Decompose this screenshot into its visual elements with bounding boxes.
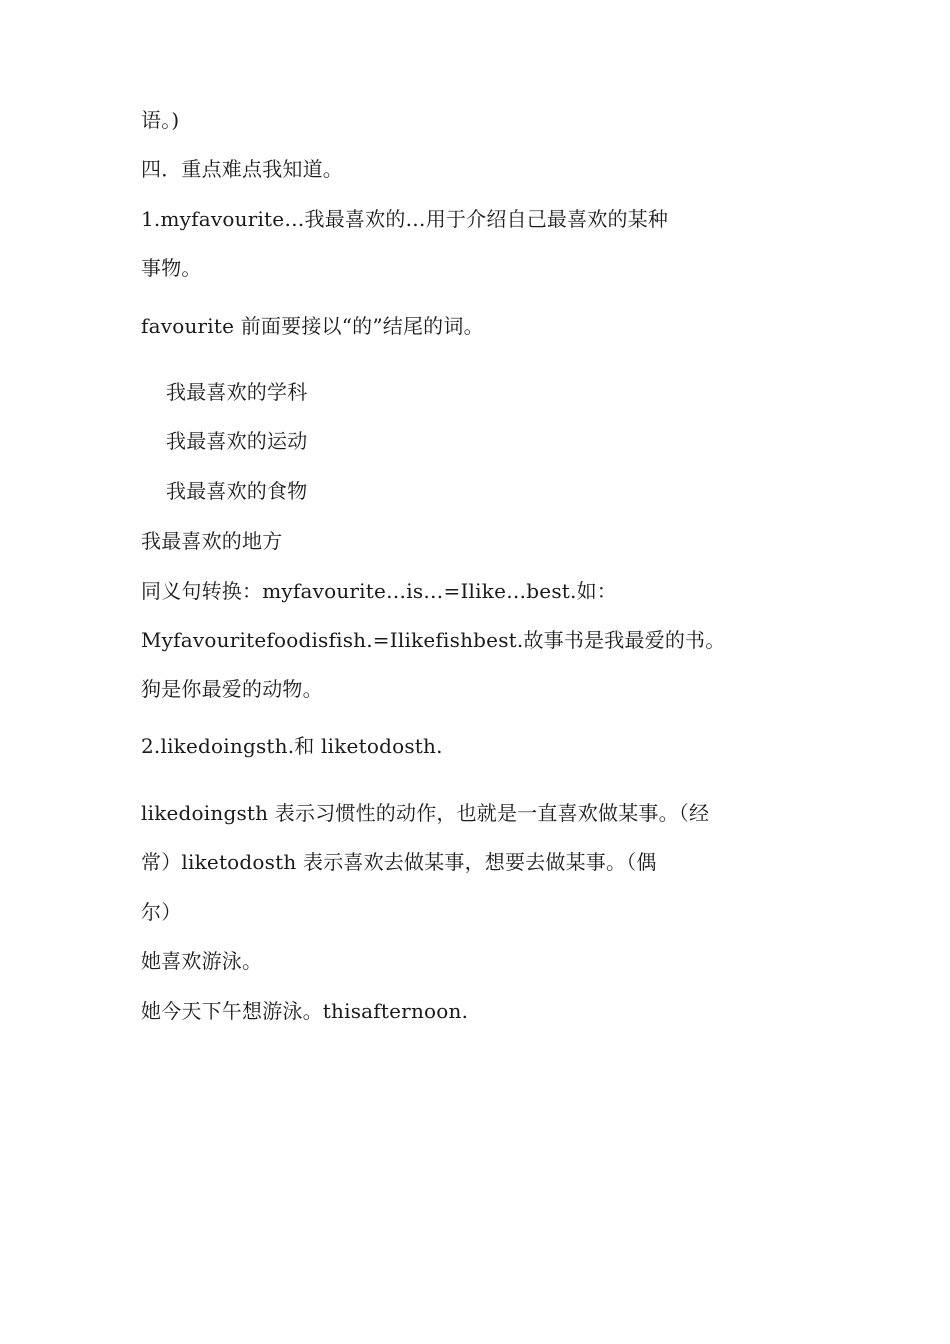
text-line-1: 语。) bbox=[141, 108, 180, 132]
text-line-point-2: 2.likedoingsth.和 liketodosth. bbox=[141, 734, 443, 758]
text-line-swim-exercise-1: 她喜欢游泳。 bbox=[141, 949, 263, 973]
text-line-point-1-cont: 事物。 bbox=[141, 256, 202, 280]
exercise-item-food: 我最喜欢的食物 bbox=[166, 479, 308, 503]
text-line-occasionally: 尔） bbox=[141, 900, 182, 924]
text-line-likedoing-explanation: likedoingsth 表示习惯性的动作，也就是一直喜欢做某事。（经 bbox=[141, 801, 710, 825]
text-line-favourite-rule: favourite 前面要接以“的”结尾的词。 bbox=[141, 314, 484, 338]
text-line-synonym-conversion: 同义句转换：myfavourite…is…=Ilike…best.如： bbox=[141, 579, 618, 603]
text-line-liketodo-explanation: 常）liketodosth 表示喜欢去做某事，想要去做某事。（偶 bbox=[141, 850, 657, 874]
text-line-swim-exercise-2: 她今天下午想游泳。thisafternoon. bbox=[141, 999, 469, 1023]
text-line-dog-exercise: 狗是你最爱的动物。 bbox=[141, 677, 323, 701]
exercise-item-subject: 我最喜欢的学科 bbox=[166, 380, 308, 404]
exercise-item-sport: 我最喜欢的运动 bbox=[166, 429, 308, 453]
section-heading-key-points: 四．重点难点我知道。 bbox=[141, 157, 343, 181]
text-line-example: Myfavouritefoodisfish.=Ilikefishbest.故事书是我最爱的书。 bbox=[141, 628, 726, 652]
text-line-point-1: 1.myfavourite…我最喜欢的…用于介绍自己最喜欢的某种 bbox=[141, 207, 669, 231]
exercise-item-place: 我最喜欢的地方 bbox=[141, 529, 283, 553]
